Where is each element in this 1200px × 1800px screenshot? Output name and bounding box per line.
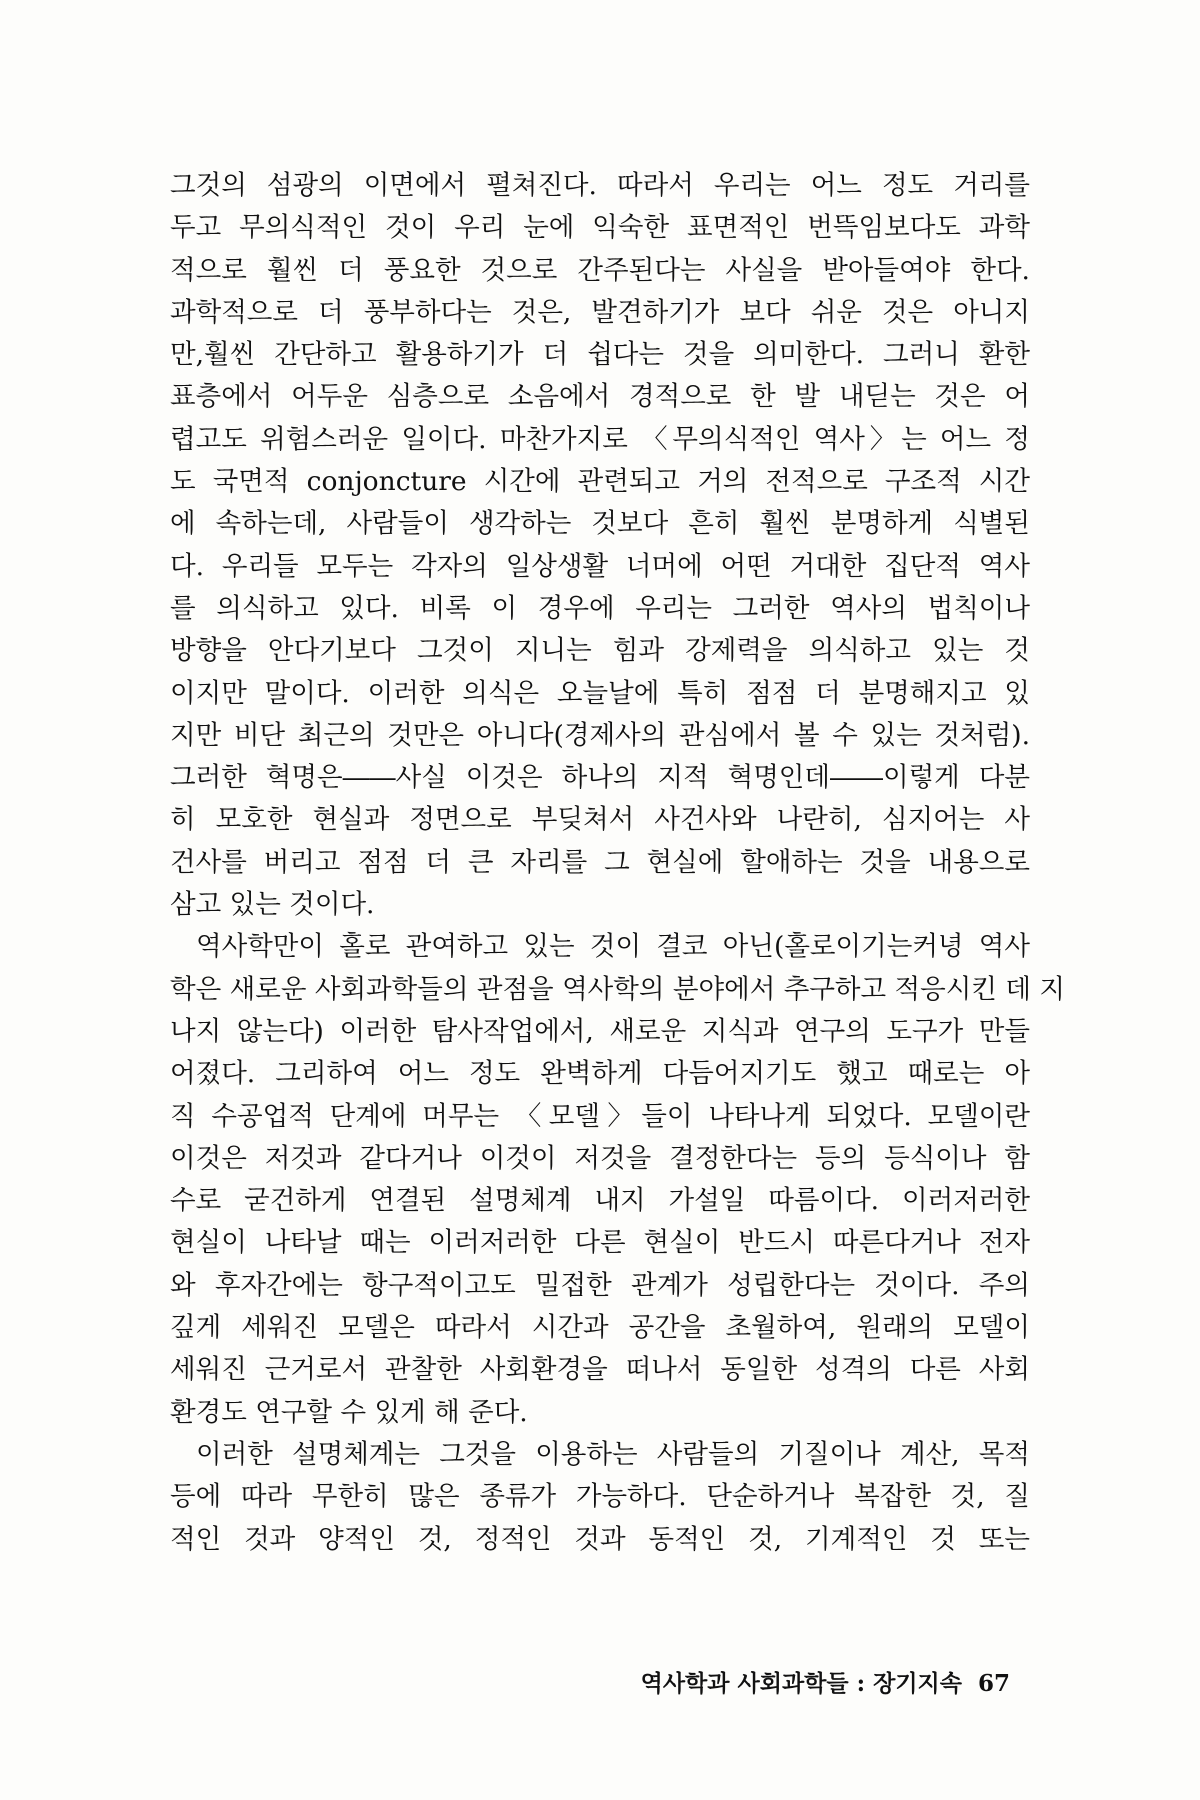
body-text	[170, 165, 1065, 1561]
text-line: 등에 따라 무한히 많은 종류가 가능하다. 단순하거나 복잡한 것, 질	[170, 1481, 1030, 1513]
text-line: 렵고도 위험스러운 일이다. 마찬가지로 〈무의식적인 역사〉는 어느 정	[170, 423, 1030, 455]
text-line: 적으로 훨씬 더 풍요한 것으로 간주된다는 사실을 받아들여야 한다.	[170, 254, 1030, 286]
text-line: 그러한 혁명은――사실 이것은 하나의 지적 혁명인데――이렇게 다분	[170, 762, 1030, 794]
page-number: 67	[977, 1670, 1010, 1697]
text-line: 세워진 근거로서 관찰한 사회환경을 떠나서 동일한 성격의 다른 사회	[170, 1354, 1030, 1386]
text-line: 지만 비단 최근의 것만은 아니다(경제사의 관심에서 볼 수 있는 것처럼).	[170, 719, 1030, 751]
text-line: 다. 우리들 모두는 각자의 일상생활 너머에 어떤 거대한 집단적 역사	[170, 550, 1030, 582]
text-line: 과학적으로 더 풍부하다는 것은, 발견하기가 보다 쉬운 것은 아니지	[170, 296, 1030, 328]
text-line: 히 모호한 현실과 정면으로 부딪쳐서 사건사와 나란히, 심지어는 사	[170, 804, 1030, 836]
text-line: 수로 굳건하게 연결된 설명체계 내지 가설일 따름이다. 이러저러한	[170, 1185, 1030, 1217]
text-line: 에 속하는데, 사람들이 생각하는 것보다 흔히 훨씬 분명하게 식별된	[170, 508, 1030, 540]
text-line: 도 국면적 conjoncture 시간에 관련되고 거의 전적으로 구조적 시간	[170, 466, 1030, 498]
text-line: 이지만 말이다. 이러한 의식은 오늘날에 특히 점점 더 분명해지고 있	[170, 677, 1030, 709]
text-line: 적인 것과 양적인 것, 정적인 것과 동적인 것, 기계적인 것 또는	[170, 1523, 1030, 1555]
text-line: 직 수공업적 단계에 머무는 〈모델〉들이 나타나게 되었다. 모델이란	[170, 1100, 1030, 1132]
text-line: 이것은 저것과 같다거나 이것이 저것을 결정한다는 등의 등식이나 함	[170, 1142, 1030, 1174]
text-line: 만,훨씬 간단하고 활용하기가 더 쉽다는 것을 의미한다. 그러니 환한	[170, 339, 1030, 371]
text-line: 그것의 섬광의 이면에서 펼쳐진다. 따라서 우리는 어느 정도 거리를	[170, 170, 1030, 201]
text-line: 현실이 나타날 때는 이러저러한 다른 현실이 반드시 따른다거나 전자	[170, 1227, 1030, 1259]
text-line: 표층에서 어두운 심층으로 소음에서 경적으로 한 발 내딛는 것은 어	[170, 381, 1030, 413]
text-line: 방향을 안다기보다 그것이 지니는 힘과 강제력을 의식하고 있는 것	[170, 635, 1030, 667]
text-line: 와 후자간에는 항구적이고도 밀접한 관계가 성립한다는 것이다. 주의	[170, 1269, 1030, 1301]
text-line: 건사를 버리고 점점 더 큰 자리를 그 현실에 할애하는 것을 내용으로	[170, 846, 1030, 878]
paragraph-start-line: 이러한 설명체계는 그것을 이용하는 사람들의 기질이나 계산, 목적	[196, 1438, 1030, 1470]
text-line: 두고 무의식적인 것이 우리 눈에 익숙한 표면적인 번뜩임보다도 과학	[170, 212, 1030, 244]
paragraph-end-line: 환경도 연구할 수 있게 해 준다.	[170, 1396, 528, 1428]
running-title: 역사학과 사회과학들 : 장기지속	[640, 1670, 962, 1697]
page-footer	[641, 1665, 1010, 1698]
text-line: 학은 새로운 사회과학들의 관점을 역사학의 분야에서 추구하고 적응시킨 데 지	[170, 973, 1065, 1005]
text-line: 를 의식하고 있다. 비록 이 경우에 우리는 그러한 역사의 법칙이나	[170, 592, 1030, 624]
paragraph-end-line: 삼고 있는 것이다.	[170, 889, 375, 921]
text-line: 어졌다. 그리하여 어느 정도 완벽하게 다듬어지기도 했고 때로는 아	[170, 1058, 1030, 1090]
paragraph-start-line: 역사학만이 홀로 관여하고 있는 것이 결코 아닌(홀로이기는커녕 역사	[196, 931, 1030, 963]
text-line: 깊게 세워진 모델은 따라서 시간과 공간을 초월하여, 원래의 모델이	[170, 1312, 1030, 1344]
text-line: 나지 않는다) 이러한 탐사작업에서, 새로운 지식과 연구의 도구가 만들	[170, 1015, 1030, 1047]
